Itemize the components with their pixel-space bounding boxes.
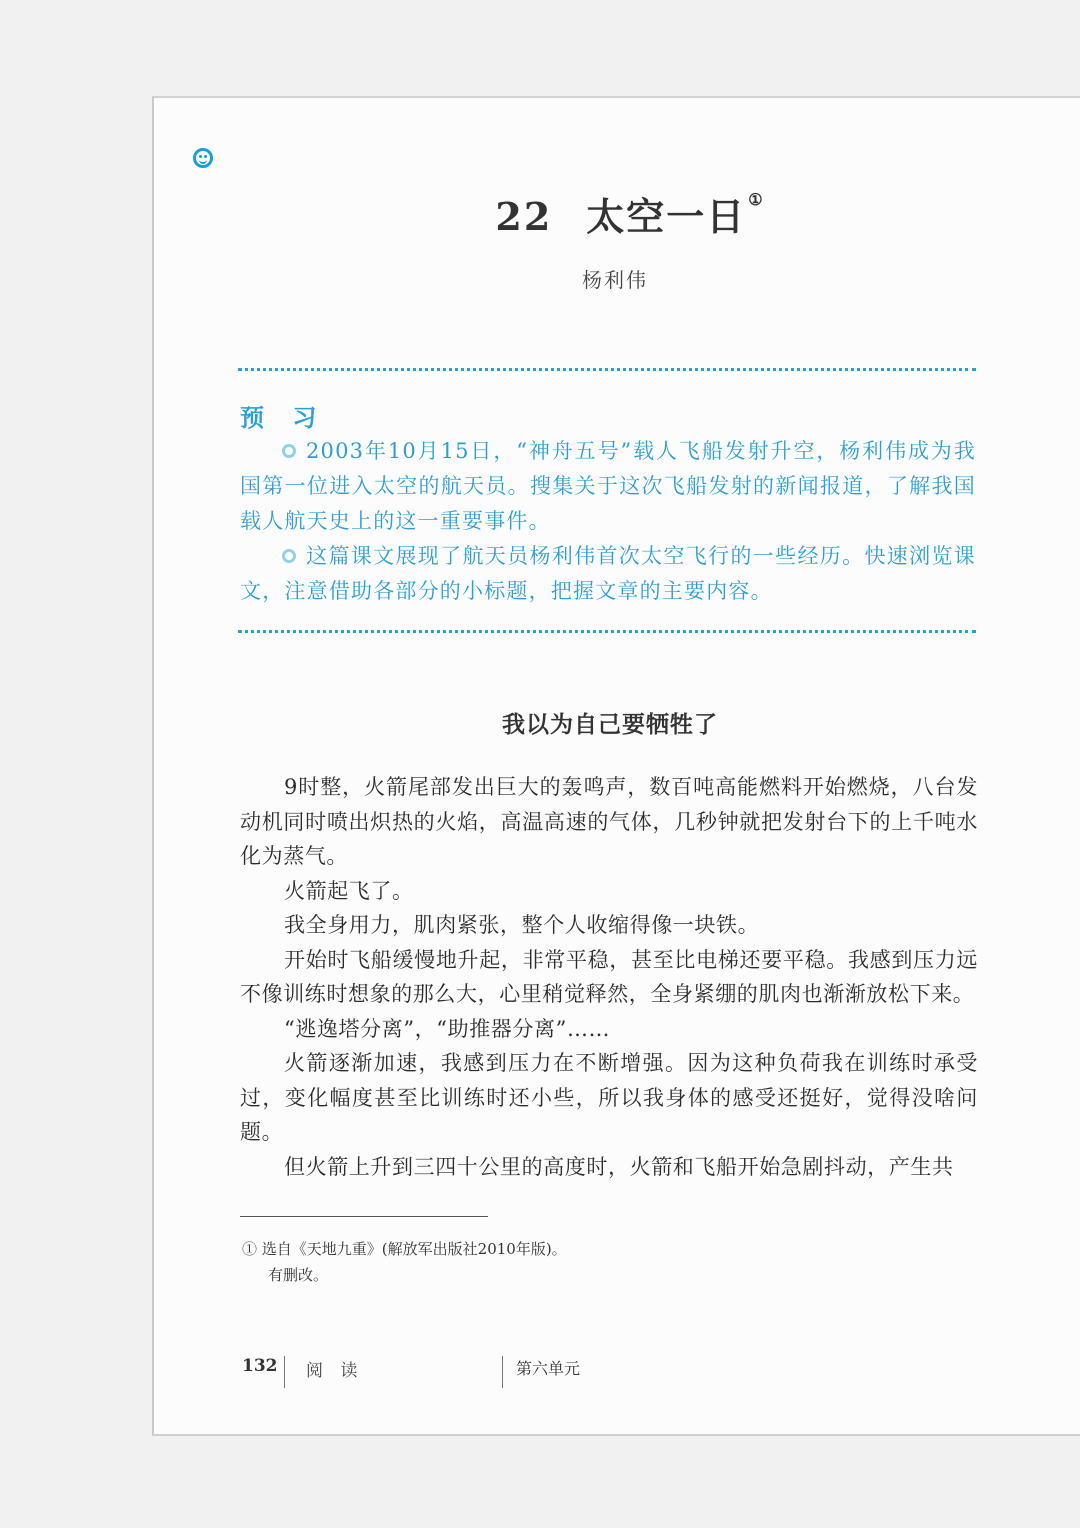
footnote — [242, 1236, 622, 1288]
author-name: 杨利伟 — [582, 268, 648, 292]
body-paragraph: 但火箭上升到三四十公里的高度时，火箭和飞船开始急剧抖动，产生共 — [284, 1154, 954, 1179]
footnote-source: 选自《天地九重》(解放军出版社2010年版)。 — [261, 1240, 567, 1258]
preview-box — [240, 434, 976, 609]
circle-bullet-icon — [282, 549, 296, 563]
body-paragraph: 9时整，火箭尾部发出巨大的轰鸣声，数百吨高能燃料开始燃烧，八台发动机同时喷出炽热的火焰，高温高速的气体，几秒钟就把发射台下的上千吨水化为蒸气。 — [240, 775, 978, 868]
page-number: 132 — [242, 1356, 278, 1376]
footnote-marker: ① — [242, 1240, 258, 1258]
body-paragraph: “逃逸塔分离”，“助推器分离”…… — [284, 1016, 611, 1041]
footer-unit-label: 第六单元 — [516, 1359, 581, 1378]
article-body — [240, 770, 978, 1184]
lesson-number: 22 — [495, 194, 553, 239]
preview-top-divider — [238, 368, 976, 371]
lesson-title — [460, 186, 800, 241]
smiley-logo-icon — [193, 148, 213, 168]
preview-paragraph: 2003年10月15日，“神舟五号”载人飞船发射升空，杨利伟成为我国第一位进入太空的航天员。搜集关于这次飞船发射的新闻报道，了解我国载人航天史上的这一重要事件。 — [240, 439, 976, 533]
title-footnote-marker: ① — [748, 190, 765, 209]
preview-paragraph: 这篇课文展现了航天员杨利伟首次太空飞行的一些经历。快速浏览课文，注意借助各部分的小标题，把握文章的主要内容。 — [240, 544, 976, 603]
body-paragraph: 我全身用力，肌肉紧张，整个人收缩得像一块铁。 — [284, 913, 760, 937]
circle-bullet-icon — [282, 444, 296, 458]
footer-section-label: 阅 读 — [306, 1361, 364, 1381]
footer-divider — [284, 1356, 285, 1388]
section-title: 我以为自己要牺牲了 — [502, 711, 718, 738]
body-paragraph: 火箭逐渐加速，我感到压力在不断增强。因为这种负荷我在训练时承受过，变化幅度甚至比训练时还小些，所以我身体的感受还挺好，觉得没啥问题。 — [240, 1051, 978, 1144]
footer-divider — [502, 1356, 503, 1388]
body-paragraph: 开始时飞船缓慢地升起，非常平稳，甚至比电梯还要平稳。我感到压力远不像训练时想象的那么大，心里稍觉释然，全身紧绷的肌肉也渐渐放松下来。 — [240, 947, 978, 1006]
textbook-page — [152, 96, 1080, 1436]
preview-bottom-divider — [238, 630, 976, 633]
body-paragraph: 火箭起飞了。 — [284, 878, 414, 903]
preview-heading: 预 习 — [240, 403, 327, 432]
lesson-title-text: 太空一日 — [586, 194, 747, 239]
footnote-note: 有删改。 — [268, 1266, 329, 1284]
footnote-rule — [240, 1216, 488, 1217]
